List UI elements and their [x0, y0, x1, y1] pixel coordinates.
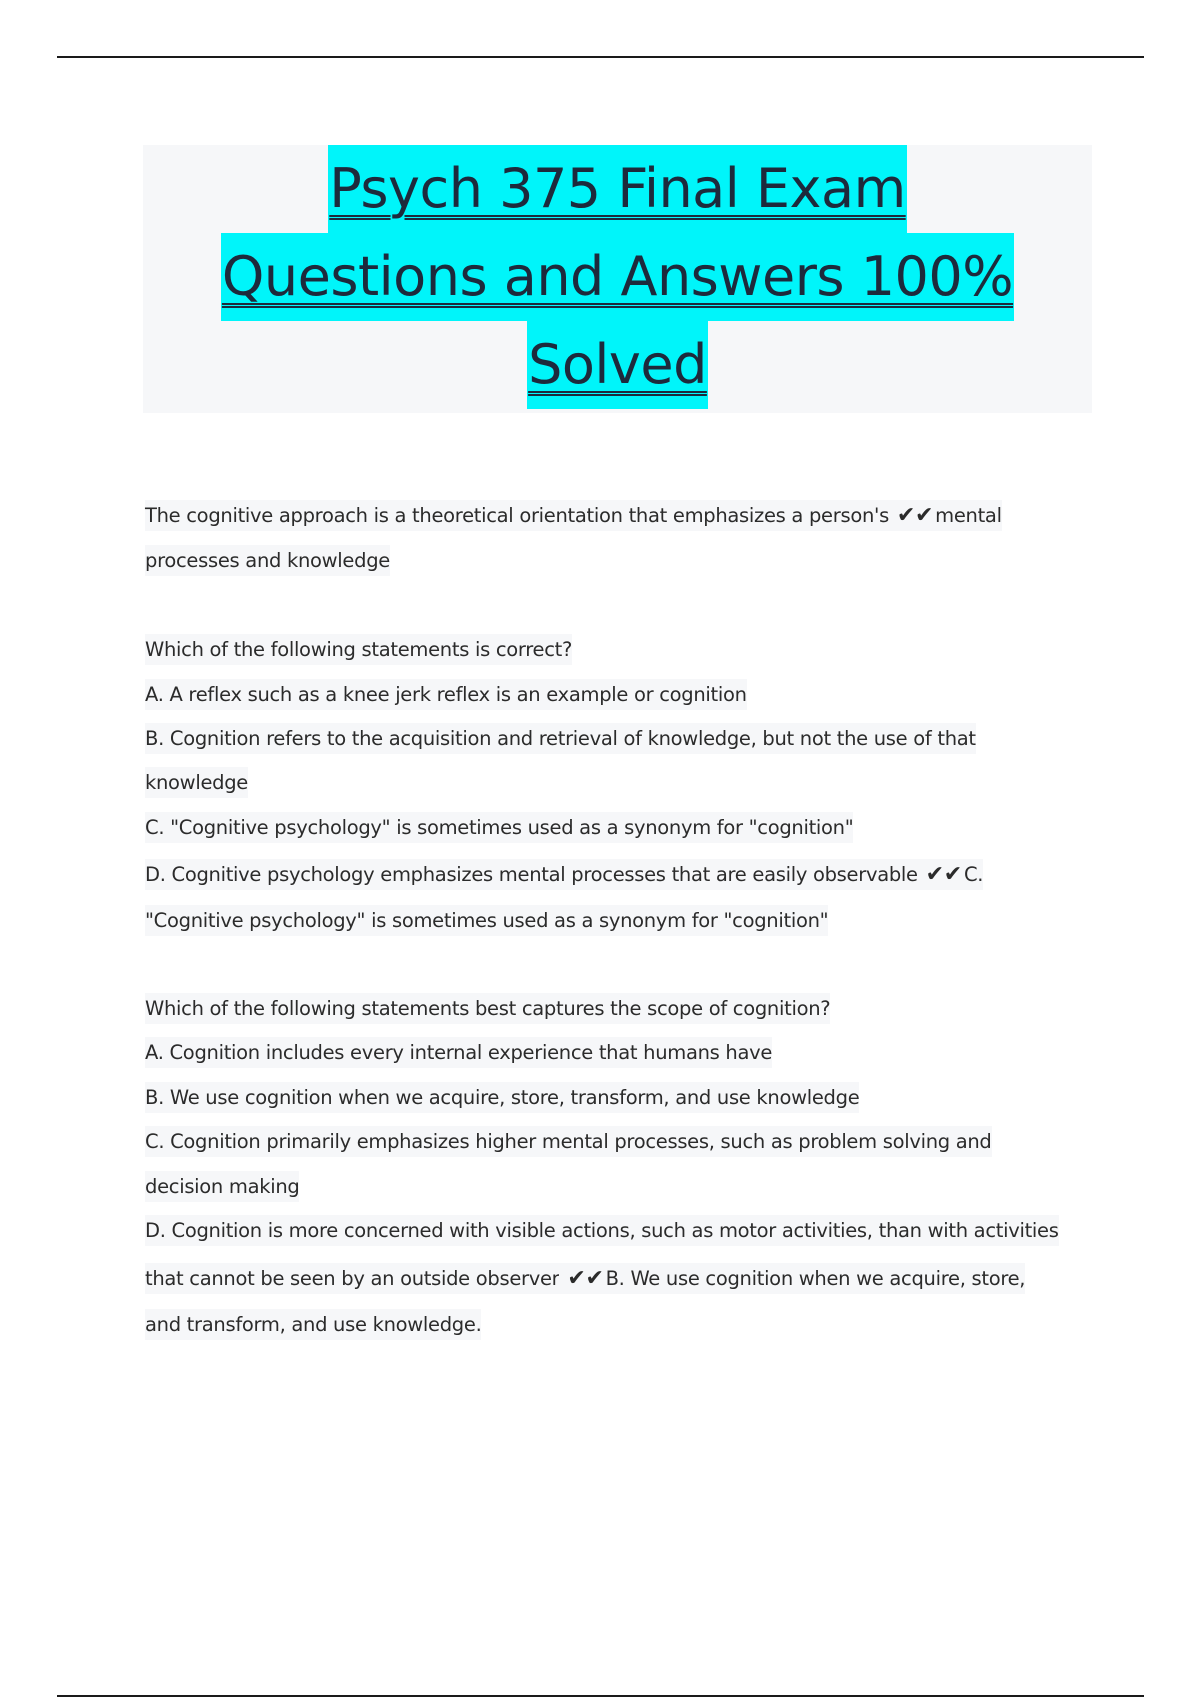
- paragraph-line: [145, 549, 1095, 572]
- title-block: [143, 145, 1092, 413]
- option-text: that cannot be seen by an outside observer: [145, 1263, 559, 1294]
- answer-text: B. We use cognition when we acquire, store,: [606, 1263, 1026, 1294]
- title-text-2: Questions and Answers 100%: [221, 233, 1014, 321]
- question-line: [145, 638, 1095, 661]
- option-text: decision making: [145, 1171, 299, 1202]
- option-line: [145, 816, 1095, 839]
- option-line: [145, 727, 1095, 750]
- title-text-1: Psych 375 Final Exam: [328, 145, 906, 233]
- answer-text: and transform, and use knowledge.: [145, 1309, 481, 1340]
- line-text: processes and knowledge: [145, 545, 390, 576]
- option-line: [145, 1266, 1095, 1291]
- option-text: C. Cognition primarily emphasizes higher mental processes, such as problem solving and: [145, 1126, 992, 1157]
- checkmark-icon: ✔✔: [896, 503, 934, 528]
- line-text: The cognitive approach is a theoretical orientation that emphasizes a person's: [145, 500, 889, 531]
- option-text: A. A reflex such as a knee jerk reflex is an example or cognition: [145, 679, 747, 710]
- paragraph-line: [145, 503, 1095, 528]
- answer-text: mental: [935, 500, 1002, 531]
- option-text: knowledge: [145, 767, 248, 798]
- option-line: [145, 1175, 1095, 1198]
- option-text: B. Cognition refers to the acquisition and retrieval of knowledge, but not the use of that: [145, 723, 976, 754]
- option-text: D. Cognitive psychology emphasizes mental processes that are easily observable: [145, 859, 918, 890]
- option-line: [145, 1086, 1095, 1109]
- option-text: C. "Cognitive psychology" is sometimes used as a synonym for "cognition": [145, 812, 853, 843]
- option-text: B. We use cognition when we acquire, store, transform, and use knowledge: [145, 1082, 859, 1113]
- checkmark-icon: ✔✔: [567, 1266, 604, 1291]
- top-rule: [57, 56, 1144, 58]
- answer-line: [145, 1313, 1095, 1336]
- option-line: [145, 1219, 1095, 1242]
- option-text: A. Cognition includes every internal experience that humans have: [145, 1037, 772, 1068]
- title-text-3: Solved: [527, 321, 708, 409]
- answer-text: "Cognitive psychology" is sometimes used as a synonym for "cognition": [145, 905, 828, 936]
- title-line-3: [143, 321, 1092, 409]
- title-line-1: [143, 145, 1092, 233]
- question-text: Which of the following statements is correct?: [145, 634, 572, 665]
- option-line: [145, 1041, 1095, 1064]
- option-text: D. Cognition is more concerned with visible actions, such as motor activities, than with activities: [145, 1215, 1059, 1246]
- question-text: Which of the following statements best captures the scope of cognition?: [145, 993, 830, 1024]
- answer-text: C.: [964, 859, 983, 890]
- option-line: [145, 683, 1095, 706]
- option-line: [145, 1130, 1095, 1153]
- bottom-rule: [57, 1695, 1144, 1697]
- option-line: [145, 771, 1095, 794]
- checkmark-icon: ✔✔: [925, 862, 962, 887]
- option-line: [145, 862, 1095, 887]
- title-line-2: [143, 233, 1092, 321]
- answer-line: [145, 909, 1095, 932]
- question-line: [145, 997, 1095, 1020]
